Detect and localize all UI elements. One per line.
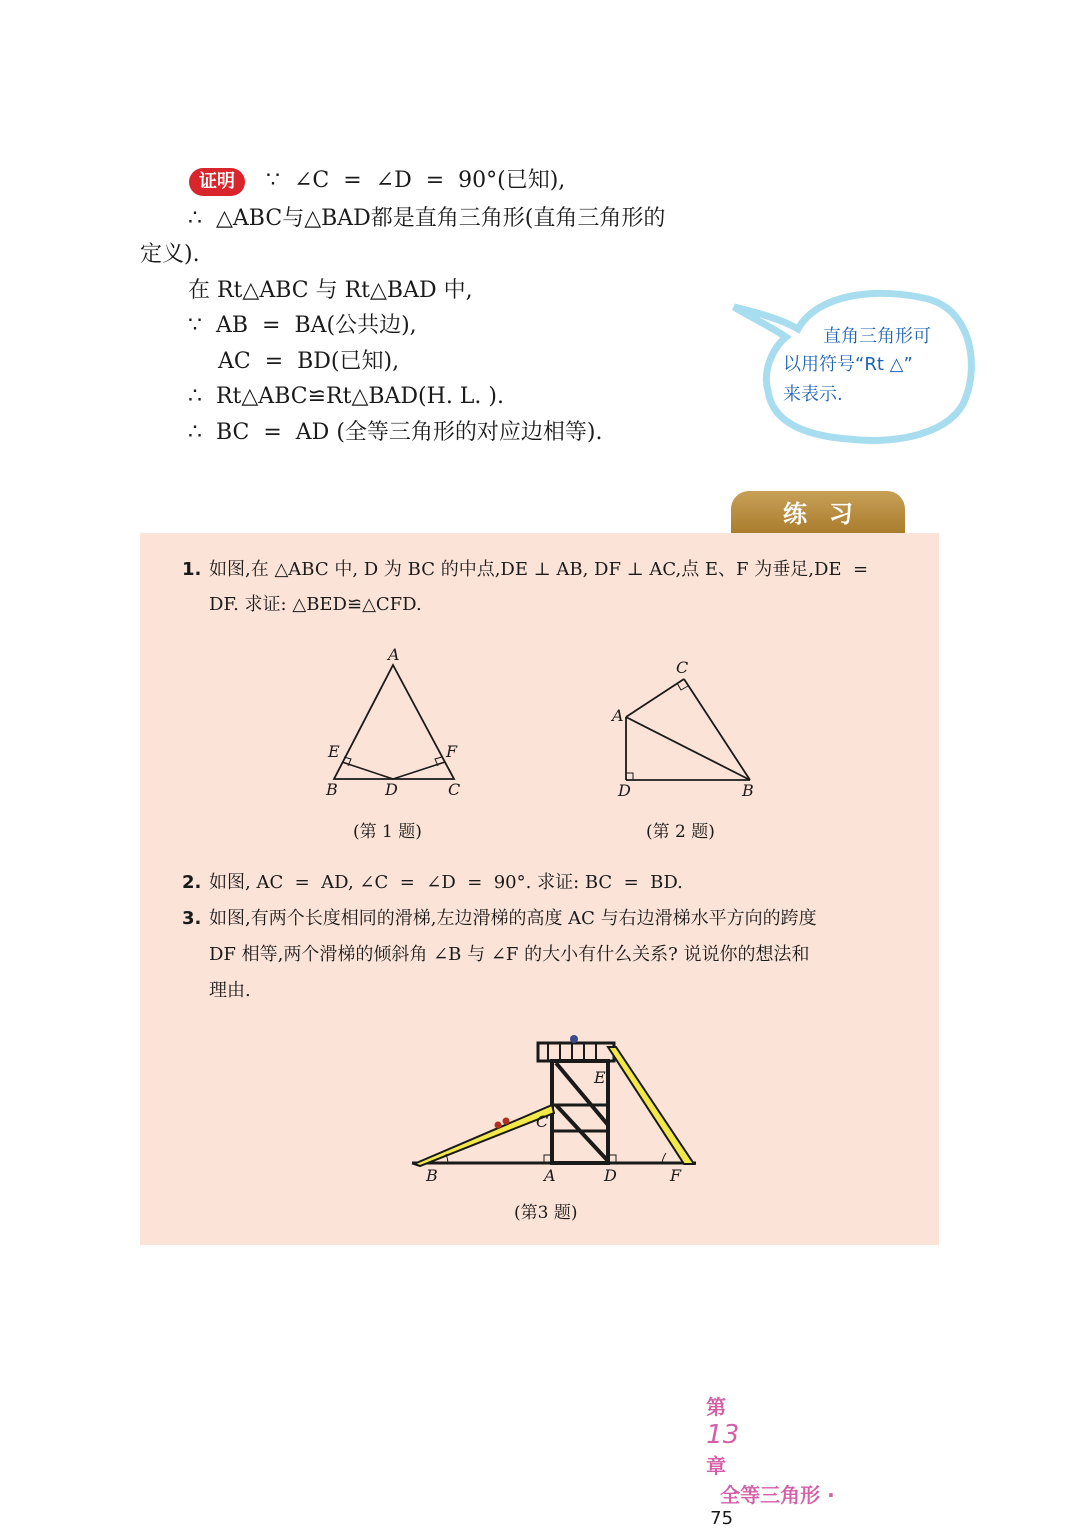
q1-line-1: 如图,在 △ABC 中, D 为 BC 的中点,DE ⊥ AB, DF ⊥ AC,点 E、F 为垂足,DE = — [209, 559, 869, 580]
q3-line-2: DF 相等,两个滑梯的倾斜角 ∠B 与 ∠F 的大小有什么关系? 说说你的想法和 — [209, 944, 810, 965]
bubble-line-2: 以用符号“Rt △” — [783, 354, 913, 375]
fig2-label-b: B — [742, 781, 754, 797]
exercise-tab: 练习 — [731, 491, 905, 535]
page-footer — [696, 1372, 835, 1529]
note-bubble — [728, 285, 976, 445]
proof-line-5: ∵ AB = BA(公共边), — [188, 313, 417, 338]
proof-line-6: AC = BD(已知), — [218, 349, 400, 374]
figure-3-slides — [408, 1033, 708, 1193]
chapter-number: 13 — [706, 1420, 740, 1450]
fig1-caption: (第 1 题) — [353, 822, 422, 842]
fig1-label-f: F — [446, 742, 458, 761]
q1-line-2: DF. 求证: △BED≌△CFD. — [209, 594, 422, 615]
fig1-label-e: E — [328, 742, 340, 761]
q1-number: 1. — [182, 559, 202, 580]
proof-line-1: ∵ ∠C = ∠D = 90°(已知), — [266, 168, 566, 193]
chapter-prefix: 第 — [706, 1395, 727, 1419]
chapter-title: 全等三角形 · — [720, 1483, 835, 1507]
proof-line-8: ∴ BC = AD (全等三角形的对应边相等). — [188, 420, 603, 445]
fig1-label-b: B — [326, 780, 338, 797]
fig3-label-b: B — [426, 1166, 438, 1185]
figure-2 — [610, 655, 765, 797]
q2-number: 2. — [182, 872, 202, 893]
page-number: 75 — [710, 1508, 734, 1529]
fig2-caption: (第 2 题) — [646, 822, 715, 842]
q2-line-1: 如图, AC = AD, ∠C = ∠D = 90°. 求证: BC = BD. — [209, 872, 683, 893]
fig2-label-d: D — [618, 781, 631, 797]
fig3-label-d: D — [604, 1166, 617, 1185]
fig3-label-c: C — [536, 1112, 549, 1131]
q3-number: 3. — [182, 908, 202, 929]
exercise-box — [140, 533, 939, 1245]
figure-1 — [322, 645, 472, 797]
q3-line-3: 理由. — [209, 980, 251, 1001]
proof-line-2: ∴ △ABC与△BAD都是直角三角形(直角三角形的 — [188, 206, 666, 231]
proof-badge: 证明 — [189, 168, 245, 196]
q3-line-1: 如图,有两个长度相同的滑梯,左边滑梯的高度 AC 与右边滑梯水平方向的跨度 — [209, 908, 817, 929]
fig3-label-f: F — [670, 1166, 682, 1185]
fig2-label-c: C — [676, 658, 689, 677]
fig3-label-e: E — [594, 1068, 606, 1087]
fig2-label-a: A — [612, 706, 624, 725]
bubble-line-1: 直角三角形可 — [823, 326, 931, 347]
fig1-label-c: C — [448, 780, 461, 797]
fig1-label-d: D — [385, 780, 398, 797]
fig3-label-a: A — [544, 1166, 556, 1185]
chapter-suffix: 章 — [706, 1454, 727, 1478]
proof-line-4: 在 Rt△ABC 与 Rt△BAD 中, — [188, 278, 473, 303]
proof-line-3: 定义). — [140, 242, 200, 267]
fig1-label-a: A — [388, 645, 400, 664]
bubble-line-3: 来表示. — [783, 384, 843, 405]
fig3-caption: (第3 题) — [514, 1203, 578, 1223]
proof-line-7: ∴ Rt△ABC≌Rt△BAD(H. L. ). — [188, 384, 504, 409]
